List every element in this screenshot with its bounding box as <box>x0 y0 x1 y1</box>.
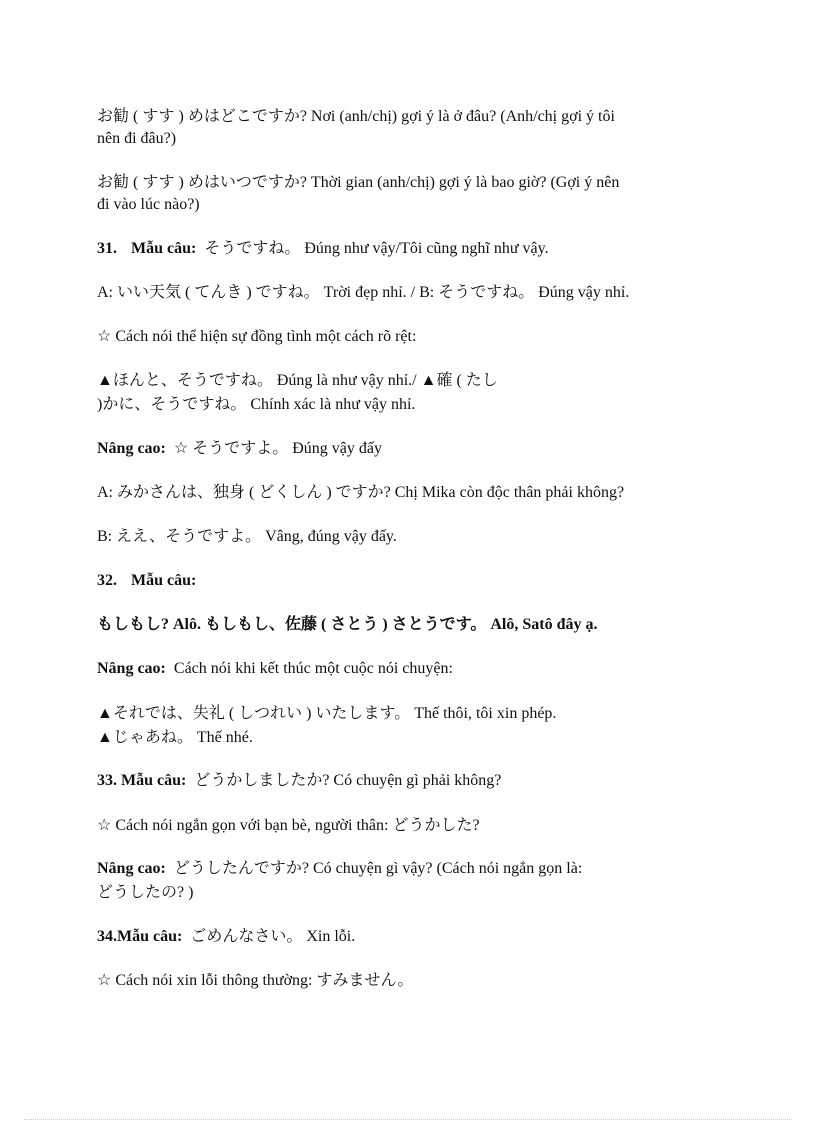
text-line: B: ええ、そうですよ。 Vâng, đúng vậy đấy. <box>97 528 397 545</box>
section-label: 34.Mẫu câu: <box>97 928 183 945</box>
section-label: Mẫu câu: <box>131 240 197 257</box>
text-line: ▲ほんと、そうですね。 Đúng là như vậy nhỉ./ ▲確 ( たし <box>97 372 498 389</box>
advanced-label: Nâng cao: <box>97 860 166 877</box>
advanced-text: どうしたんですか? Có chuyện gì vậy? (Cách nói ngắn gọn là: <box>173 860 583 877</box>
text-line: )かに、そうですね。 Chính xác là như vậy nhỉ. <box>97 396 416 413</box>
section-32 <box>97 570 737 592</box>
advanced-label: Nâng cao: <box>97 660 166 677</box>
section-text: どうかしましたか? Có chuyện gì phải không? <box>194 772 502 789</box>
text-line: ▲じゃあね。 Thế nhé. <box>97 729 253 746</box>
section-label: 33. Mẫu câu: <box>97 772 187 789</box>
text-line: A: いい天気 ( てんき ) ですね。 Trời đẹp nhỉ. / B: そうですね。 Đúng vậy nhỉ. <box>97 284 630 301</box>
advanced-note <box>97 658 737 680</box>
section-label: Mẫu câu: <box>131 572 197 589</box>
advanced-text: Cách nói khi kết thúc một cuộc nói chuyện: <box>173 660 453 677</box>
section-text: そうですね。 Đúng như vậy/Tôi cũng nghĩ như vậy. <box>204 240 549 257</box>
page-bottom-divider <box>24 1119 792 1120</box>
text-line: nên đi đâu?) <box>97 130 177 147</box>
advanced-label: Nâng cao: <box>97 440 166 457</box>
text-line: ☆ Cách nói ngắn gọn với bạn bè, người thân: どうかした? <box>97 817 480 834</box>
section-text: ごめんなさい。 Xin lỗi. <box>190 928 356 945</box>
text-line: A: みかさんは、独身 ( どくしん ) ですか? Chị Mika còn độc thân phải không? <box>97 484 625 501</box>
section-number: 31. <box>97 240 117 257</box>
text-line: ☆ Cách nói thể hiện sự đồng tình một cách rõ rệt: <box>97 328 417 345</box>
text-line: お勧 ( すす ) めはどこですか? Nơi (anh/chị) gợi ý là ở đâu? (Anh/chị gợi ý tôi <box>97 108 615 125</box>
advanced-note <box>97 858 737 880</box>
text-line: ☆ Cách nói xin lỗi thông thường: すみません。 <box>97 972 414 989</box>
text-line: どうしたの? ) <box>97 884 194 901</box>
text-line: đi vào lúc nào?) <box>97 196 200 213</box>
text-line: お勧 ( すす ) めはいつですか? Thời gian (anh/chị) gợi ý là bao giờ? (Gợi ý nên <box>97 174 620 191</box>
section-34 <box>97 926 737 948</box>
section-33 <box>97 770 737 792</box>
section-31 <box>97 238 737 260</box>
text-line: ▲それでは、失礼 ( しつれい ) いたします。 Thế thôi, tôi xin phép. <box>97 705 557 722</box>
advanced-text: ☆ そうですよ。 Đúng vậy đấy <box>173 440 382 457</box>
section-number: 32. <box>97 572 117 589</box>
text-line: もしもし? Alô. もしもし、佐藤 ( さとう ) さとうです。 Alô, Satô đây ạ. <box>97 616 598 633</box>
advanced-note <box>97 438 737 460</box>
